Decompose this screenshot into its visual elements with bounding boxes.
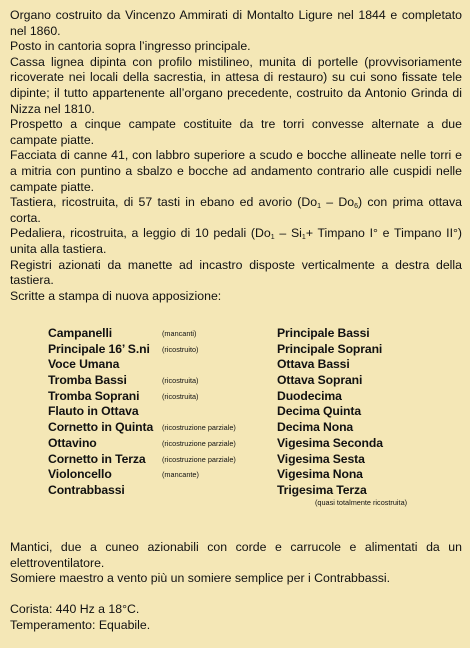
intro-paragraph: Facciata di canne 41, con labbro superiore a scudo e bocche allineate nelle torri e a mitria con puntino a sbalzo e bocche ad andamento contrario alle cuspidi nelle campate piatte. (10, 148, 462, 194)
stop-row (277, 403, 457, 419)
stop-row (48, 466, 276, 482)
stops-right-column (277, 325, 457, 508)
stop-name: Vigesima Nona (277, 467, 363, 482)
intro-text (10, 8, 462, 304)
stop-row (48, 403, 276, 419)
stop-name: Cornetto in Quinta (48, 420, 154, 435)
stop-row (48, 419, 276, 435)
labels-paragraph: Scritte a stampa di nuova apposizione: (10, 288, 222, 303)
stop-row (277, 356, 457, 372)
spacer (10, 587, 462, 603)
stop-name: Voce Umana (48, 357, 120, 372)
stop-name: Principale Bassi (277, 326, 370, 340)
stop-name: Flauto in Ottava (48, 404, 139, 419)
stop-name: Ottava Bassi (277, 357, 350, 372)
intro-paragraph: Prospetto a cinque campate costituite da tre torri convesse alternate a due campate piatte. (10, 117, 462, 147)
stop-name: Decima Nona (277, 420, 354, 435)
stop-row (277, 341, 457, 357)
stop-row (277, 372, 457, 388)
stop-note: (quasi totalmente ricostruita) (315, 497, 408, 507)
stop-name: Tromba Bassi (48, 373, 127, 388)
stop-row (48, 451, 276, 467)
intro-paragraph: Posto in cantoria sopra l’ingresso principale. (10, 39, 251, 54)
stop-row (277, 435, 457, 451)
stop-note: (ricostruzione parziale) (162, 438, 236, 448)
stop-row (277, 419, 457, 435)
stop-note: (ricostruita) (162, 391, 199, 401)
stop-note: (mancanti) (162, 329, 197, 338)
stop-name: Tromba Soprani (48, 388, 140, 403)
stop-note: (ricostruzione parziale) (162, 423, 236, 433)
keyboard-text: Tastiera, ricostruita, di 57 tasti in ebano ed avorio (Do (10, 195, 318, 210)
pitch-paragraph: Corista: 440 Hz a 18°C. (10, 602, 140, 617)
temperament-paragraph: Temperamento: Equabile. (10, 617, 151, 632)
subscript: 1 (301, 234, 306, 242)
stop-name: Cornetto in Terza (48, 451, 146, 466)
subscript: 1 (317, 203, 322, 211)
stop-name: Trigesima Terza (277, 482, 367, 497)
stop-row (277, 451, 457, 467)
stop-row (48, 356, 276, 372)
stop-row (48, 388, 276, 404)
stops-left-column (48, 325, 276, 498)
subscript: 1 (270, 234, 275, 242)
stop-name: Vigesima Sesta (277, 451, 365, 466)
stop-name: Vigesima Seconda (277, 435, 383, 450)
stop-note: (ricostruito) (162, 344, 199, 354)
pedal-text: + Timpano I° e Timpano II°) unita alla tastiera. (10, 226, 462, 256)
stop-row (48, 325, 276, 341)
stop-row (48, 435, 276, 451)
stop-row (277, 388, 457, 404)
stop-name: Campanelli (48, 326, 113, 340)
stop-row (48, 341, 276, 357)
stop-row (48, 372, 276, 388)
pedal-text: – Si (274, 226, 302, 241)
stop-name: Decima Quinta (277, 404, 362, 419)
stop-row (277, 482, 457, 498)
keyboard-text: – Do (321, 195, 355, 210)
stop-note: (ricostruita) (162, 376, 199, 386)
pedal-text: Pedaliera, ricostruita, a leggio di 10 pedali (Do (10, 226, 271, 241)
stop-row (48, 482, 276, 498)
windchest-paragraph: Somiere maestro a vento più un somiere semplice per i Contrabbassi. (10, 571, 391, 586)
stop-name: Ottava Soprani (277, 373, 363, 388)
stop-name: Principale 16’ S.ni (48, 341, 150, 356)
intro-paragraph: Cassa lignea dipinta con profilo mistilineo, munita di portelle (provvisoriamente ricoverate nei locali della sacrestia, in attesa di restauro) su cui sono fissate tele dipinte; il tutto appartenente all’organo precedente, costruito da Antonio Grinda di Nizza nel 1810. (10, 54, 462, 116)
stops-list (48, 325, 458, 515)
bellows-paragraph: Mantici, due a cuneo azionabili con corde e carrucole e alimentati da un elettroventilatore. (10, 540, 462, 570)
stop-row (277, 325, 457, 341)
stop-name: Principale Soprani (277, 341, 383, 356)
stop-name: Violoncello (48, 467, 112, 482)
subscript: 6 (354, 203, 359, 211)
stop-row (277, 466, 457, 482)
pedal-paragraph (10, 226, 462, 257)
keyboard-paragraph (10, 195, 462, 226)
stop-name: Duodecima (277, 388, 342, 403)
intro-paragraph: Organo costruito da Vincenzo Ammirati di Montalto Ligure nel 1844 e completato nel 1860. (10, 8, 462, 38)
keyboard-text: ) con prima ottava corta. (10, 195, 462, 225)
stop-note: (ricostruzione parziale) (162, 454, 236, 464)
stop-name: Ottavino (48, 435, 97, 450)
stop-name: Contrabbassi (48, 482, 125, 497)
stop-note: (mancante) (162, 470, 199, 480)
registers-paragraph: Registri azionati da manette ad incastro disposte verticalmente a destra della tastiera. (10, 257, 462, 288)
outro-text (10, 540, 462, 634)
